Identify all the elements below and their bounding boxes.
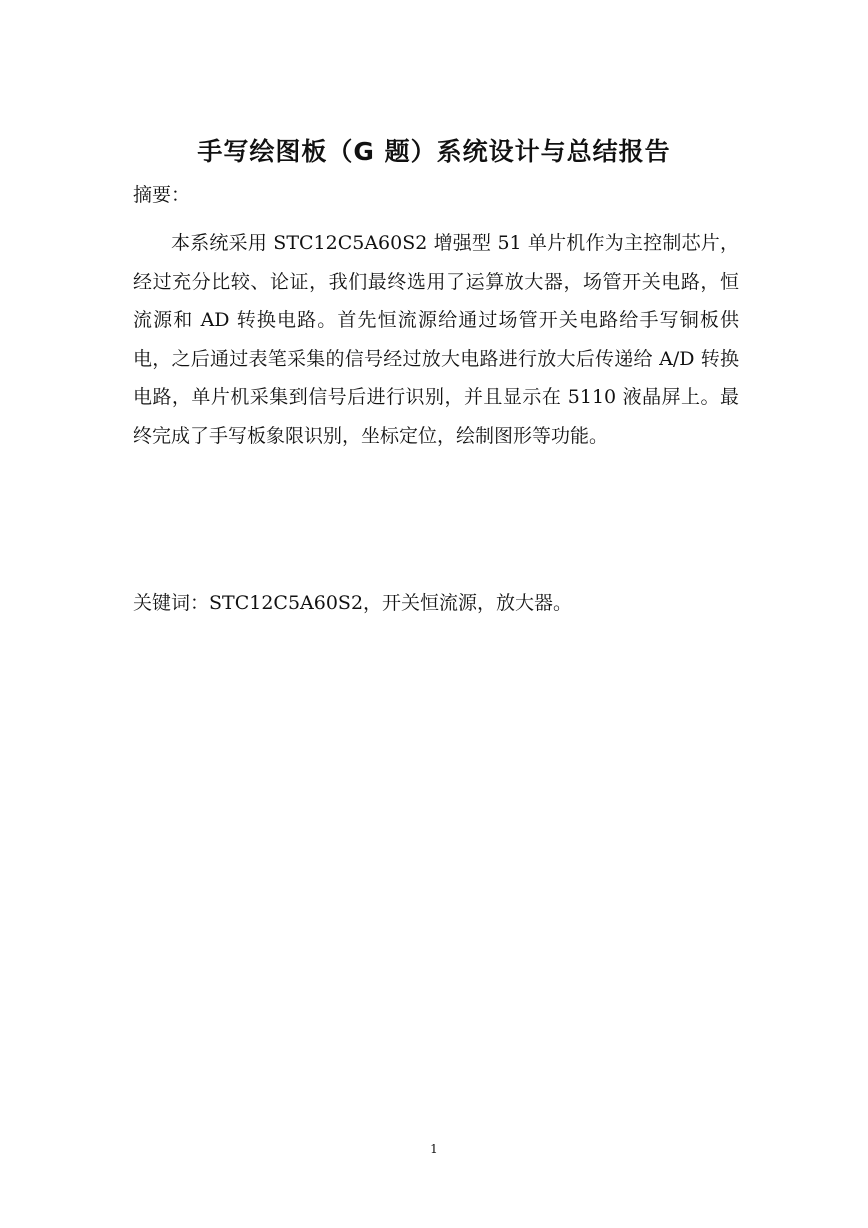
keywords-line: 关键词：STC12C5A60S2，开关恒流源，放大器。 (133, 592, 573, 614)
abstract-paragraph: 本系统采用 STC12C5A60S2 增强型 51 单片机作为主控制芯片，经过充分比较、论证，我们最终选用了运算放大器，场管开关电路，恒流源和 AD 转换电路。首先恒流源给通过场管开关电路给手写铜板供电，之后通过表笔采集的信号经过放大电路进行放大后传递给 A/D 转换电路，单片机采集到信号后进行识别，并且显示在 5110 液晶屏上。最终完成了手写板象限识别，坐标定位，绘制图形等功能。 (133, 232, 739, 447)
report-title: 手写绘图板（G 题）系统设计与总结报告 (197, 137, 671, 166)
page-number: 1 (430, 1142, 438, 1156)
abstract-label: 摘要： (133, 184, 191, 206)
